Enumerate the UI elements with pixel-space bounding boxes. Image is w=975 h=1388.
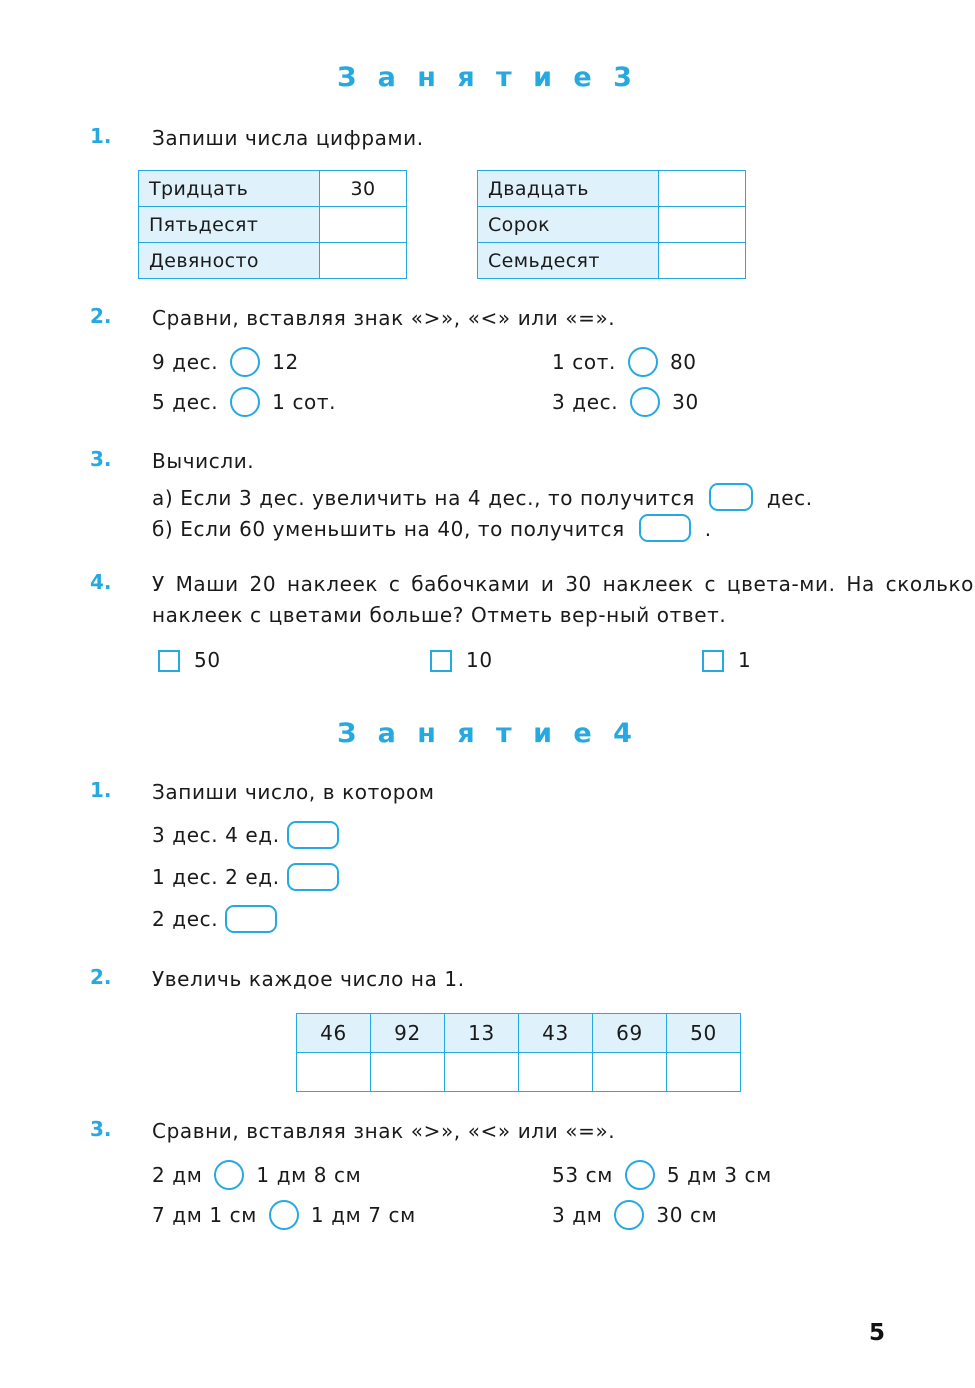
- compare-left-value: 1 сот.: [552, 349, 616, 374]
- task-statement: Запиши числа цифрами.: [152, 126, 424, 150]
- answer-option[interactable]: [158, 645, 430, 676]
- comparison-block: [152, 342, 885, 422]
- number-cell: 92: [371, 1014, 445, 1053]
- task-number: 1.: [90, 778, 112, 802]
- task-statement: Сравни, вставляя знак «>», «<» или «=».: [152, 306, 616, 330]
- number-word-table-right: [477, 170, 746, 279]
- answer-option[interactable]: [702, 645, 974, 676]
- answer-options: [152, 645, 974, 676]
- digit-cell[interactable]: 30: [320, 171, 407, 207]
- comparison-block: [152, 1155, 885, 1235]
- number-word-tables: [90, 170, 885, 279]
- number-cell: 46: [297, 1014, 371, 1053]
- number-word-table-left: [138, 170, 407, 279]
- line-b-text-after: .: [704, 517, 712, 541]
- answer-box[interactable]: [225, 905, 277, 933]
- compare-left-value: 3 дм: [552, 1202, 603, 1227]
- comparison-row: [152, 1195, 885, 1235]
- number-cell: 13: [445, 1014, 519, 1053]
- compare-right-value: 1 дм 7 см: [310, 1202, 416, 1227]
- answer-cell[interactable]: [593, 1053, 667, 1092]
- task-statement: У Маши 20 наклеек с бабочками и 30 наклеек с цвета-ми. На сколько наклеек с цветами больше? Отметь вер-ный ответ.: [152, 572, 974, 627]
- task-number: 3.: [90, 447, 112, 471]
- compare-left-value: 5 дес.: [152, 389, 219, 414]
- lesson3-task-1: [90, 123, 885, 154]
- table-row: [139, 171, 407, 207]
- answer-cell[interactable]: [297, 1053, 371, 1092]
- digit-cell[interactable]: [320, 207, 407, 243]
- comparison-pair: [552, 347, 697, 378]
- answer-cell[interactable]: [519, 1053, 593, 1092]
- lesson3-task-3: [90, 446, 885, 545]
- comparison-pair: [552, 1160, 772, 1191]
- sign-circle-input[interactable]: [614, 1200, 644, 1230]
- sign-circle-input[interactable]: [625, 1160, 655, 1190]
- digit-cell[interactable]: [659, 243, 746, 279]
- answer-box-b[interactable]: [639, 514, 691, 542]
- compare-right-value: 1 дм 8 см: [256, 1162, 362, 1187]
- table-row: [478, 171, 746, 207]
- task-line-b: [152, 514, 885, 545]
- compare-right-value: 1 сот.: [272, 389, 337, 414]
- table-row: [139, 243, 407, 279]
- row-label: 3 дес. 4 ед.: [152, 822, 280, 847]
- number-cell: 69: [593, 1014, 667, 1053]
- lesson4-task-3: [90, 1116, 885, 1235]
- lesson-3-title: З а н я т и е 3: [337, 62, 638, 93]
- table-row: [478, 243, 746, 279]
- sign-circle-input[interactable]: [214, 1160, 244, 1190]
- sign-circle-input[interactable]: [269, 1200, 299, 1230]
- comparison-pair: [152, 347, 552, 378]
- sign-circle-input[interactable]: [630, 387, 660, 417]
- comparison-row: [152, 1155, 885, 1195]
- row-label: 1 дес. 2 ед.: [152, 864, 280, 889]
- row-label: 2 дес.: [152, 906, 219, 931]
- lesson3-task-4: [90, 569, 974, 676]
- table-row-answers: [297, 1053, 741, 1092]
- digit-cell[interactable]: [659, 207, 746, 243]
- comparison-pair: [552, 1200, 717, 1231]
- task-statement: Вычисли.: [152, 449, 255, 473]
- task-line-a: [152, 483, 885, 514]
- sign-circle-input[interactable]: [628, 347, 658, 377]
- option-label: 1: [738, 648, 752, 672]
- task-statement: Сравни, вставляя знак «>», «<» или «=».: [152, 1119, 616, 1143]
- increase-by-one-table: [296, 1013, 741, 1092]
- number-cell: 50: [667, 1014, 741, 1053]
- table-row-values: [297, 1014, 741, 1053]
- compare-right-value: 5 дм 3 см: [666, 1162, 772, 1187]
- compare-left-value: 53 см: [552, 1162, 613, 1187]
- compare-left-value: 7 дм 1 см: [152, 1202, 257, 1227]
- answer-box[interactable]: [287, 863, 339, 891]
- lesson3-task-2: [90, 303, 885, 422]
- task-number: 1.: [90, 124, 112, 148]
- task-statement: Запиши число, в котором: [152, 780, 435, 804]
- comparison-row: [152, 382, 885, 422]
- page-number: 5: [868, 1320, 885, 1346]
- checkbox-icon[interactable]: [430, 650, 452, 672]
- comparison-row: [152, 342, 885, 382]
- answer-box-a[interactable]: [709, 483, 753, 511]
- line-a-text-after: дес.: [766, 486, 813, 510]
- lesson4-task-1: [90, 777, 885, 940]
- compare-right-value: 12: [272, 349, 299, 374]
- comparison-pair: [552, 387, 699, 418]
- compare-right-value: 30 см: [656, 1202, 718, 1227]
- answer-cell[interactable]: [445, 1053, 519, 1092]
- word-cell: Семьдесят: [478, 243, 659, 279]
- sign-circle-input[interactable]: [230, 347, 260, 377]
- word-cell: Сорок: [478, 207, 659, 243]
- table-row: [139, 207, 407, 243]
- table-row: [478, 207, 746, 243]
- number-cell: 43: [519, 1014, 593, 1053]
- line-b-text-before: б) Если 60 уменьшить на 40, то получится: [152, 517, 625, 541]
- lesson4-task-2: [90, 964, 885, 1092]
- word-cell: Тридцать: [139, 171, 320, 207]
- task-number: 2.: [90, 304, 112, 328]
- comparison-pair: [152, 387, 552, 418]
- answer-cell[interactable]: [667, 1053, 741, 1092]
- line-a-text-before: а) Если 3 дес. увеличить на 4 дес., то получится: [152, 486, 695, 510]
- compare-left-value: 9 дес.: [152, 349, 219, 374]
- word-cell: Пятьдесят: [139, 207, 320, 243]
- word-cell: Девяносто: [139, 243, 320, 279]
- number-entry-row: [152, 898, 885, 940]
- task-number: 4.: [90, 570, 112, 594]
- task-number: 2.: [90, 965, 112, 989]
- number-entry-lines: [152, 814, 885, 940]
- comparison-pair: [152, 1160, 552, 1191]
- checkbox-icon[interactable]: [158, 650, 180, 672]
- answer-cell[interactable]: [371, 1053, 445, 1092]
- task-statement: Увеличь каждое число на 1.: [152, 967, 465, 991]
- lesson-4-title: З а н я т и е 4: [337, 718, 638, 749]
- compare-left-value: 2 дм: [152, 1162, 203, 1187]
- number-entry-row: [152, 856, 885, 898]
- compare-left-value: 3 дес.: [552, 389, 619, 414]
- task-number: 3.: [90, 1117, 112, 1141]
- compare-right-value: 80: [669, 349, 697, 374]
- number-entry-row: [152, 814, 885, 856]
- answer-option[interactable]: [430, 645, 702, 676]
- word-cell: Двадцать: [478, 171, 659, 207]
- answer-box[interactable]: [287, 821, 339, 849]
- checkbox-icon[interactable]: [702, 650, 724, 672]
- comparison-pair: [152, 1200, 552, 1231]
- digit-cell[interactable]: [320, 243, 407, 279]
- option-label: 50: [194, 648, 221, 672]
- digit-cell[interactable]: [659, 171, 746, 207]
- compare-right-value: 30: [672, 389, 699, 414]
- option-label: 10: [466, 648, 493, 672]
- sign-circle-input[interactable]: [230, 387, 260, 417]
